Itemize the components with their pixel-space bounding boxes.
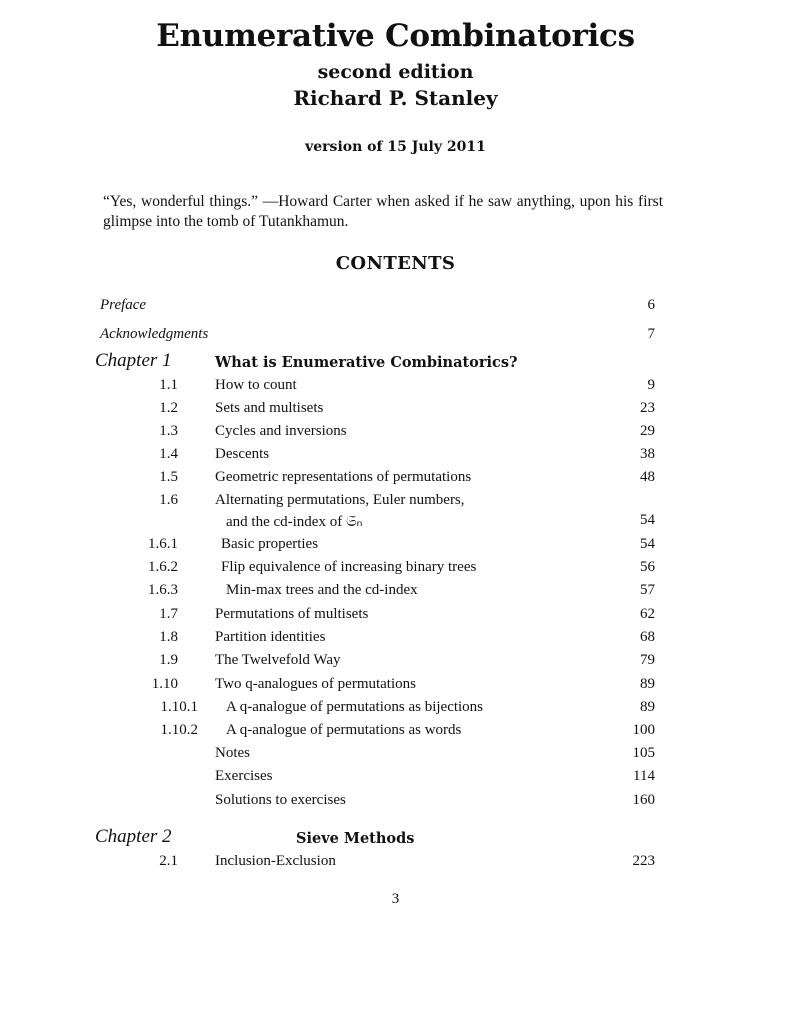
toc-entry-number: 1.1 <box>159 377 178 393</box>
toc-entry-page: 57 <box>640 582 655 598</box>
toc-entry-title: Sets and multisets <box>215 400 324 416</box>
edition-subtitle: second edition <box>317 61 474 83</box>
toc-entry-page: 38 <box>640 446 655 462</box>
chapter-2-label: Chapter 2 <box>95 826 172 847</box>
toc-entry-number: 1.8 <box>159 629 178 645</box>
toc-entry-title: A q-analogue of permutations as bijections <box>226 699 484 715</box>
toc-entry-page: 23 <box>640 400 655 416</box>
toc-entry-title: Min-max trees and the cd-index <box>226 582 418 598</box>
toc-entry-page: 89 <box>640 676 655 692</box>
toc-entry-title: Alternating permutations, Euler numbers, <box>215 492 465 508</box>
toc-entry-page: 160 <box>632 792 655 808</box>
toc-entry-title: The Twelvefold Way <box>215 652 341 668</box>
toc-entry-page: 62 <box>640 606 655 622</box>
toc-entry-title: Geometric representations of permutations <box>215 469 472 485</box>
toc-entry-title: Permutations of multisets <box>215 606 369 622</box>
author-name: Richard P. Stanley <box>293 86 498 110</box>
chapter-1-label: Chapter 1 <box>95 350 172 371</box>
contents-heading: CONTENTS <box>335 253 456 274</box>
toc-preface-page: 6 <box>647 297 655 313</box>
toc-acknowledgments: Acknowledgments <box>100 326 209 342</box>
toc-entry-title: Flip equivalence of increasing binary trees <box>221 559 477 575</box>
toc-entry-number: 1.9 <box>159 652 178 668</box>
toc-entry-number: 1.6 <box>159 492 178 508</box>
toc-entry-title: Cycles and inversions <box>215 423 347 439</box>
toc-entry-page: 114 <box>633 768 655 784</box>
toc-entry-title: Two q-analogues of permutations <box>215 676 416 692</box>
toc-entry-number: 1.10 <box>151 676 178 692</box>
page-number: 3 <box>391 891 400 907</box>
toc-entry-title: Partition identities <box>215 629 326 645</box>
toc-entry-number: 1.3 <box>159 423 178 439</box>
version-line: version of 15 July 2011 <box>305 139 486 155</box>
toc-entry-page: 29 <box>640 423 655 439</box>
toc-entry-page: 54 <box>640 536 655 552</box>
toc-entry-page: 105 <box>632 745 655 761</box>
toc-entry-page: 68 <box>640 629 655 645</box>
toc-entry-number: 1.6.3 <box>148 582 178 598</box>
toc-entry-number: 1.6.2 <box>148 559 178 575</box>
toc-entry-number: 1.10.2 <box>160 722 198 738</box>
toc-entry-page: 9 <box>647 377 655 393</box>
toc-entry-page: 56 <box>640 559 655 575</box>
toc-entry-title: A q-analogue of permutations as words <box>226 722 462 738</box>
book-title: Enumerative Combinatorics <box>156 18 635 54</box>
toc-entry-title: Descents <box>215 446 270 462</box>
toc-entry-title: Solutions to exercises <box>215 792 346 808</box>
toc-entry-title: Basic properties <box>221 536 319 552</box>
toc-entry-number: 1.7 <box>159 606 178 622</box>
toc-entry-title: How to count <box>215 377 297 393</box>
toc-entry-title-continued: and the cd-index of 𝔖ₙ <box>226 514 363 530</box>
toc-entry-title: Notes <box>215 745 250 761</box>
toc-entry-number: 1.5 <box>159 469 178 485</box>
toc-entry-title: Exercises <box>215 768 273 784</box>
toc-entry-page: 79 <box>640 652 655 668</box>
toc-entry-number: 2.1 <box>159 853 178 869</box>
epigraph-quote: “Yes, wonderful things.” —Howard Carter when asked if he saw anything, upon his first glimpse into the tomb of Tutankhamun. <box>103 193 663 230</box>
toc-entry-number: 1.10.1 <box>160 699 198 715</box>
toc-acknowledgments-page: 7 <box>647 326 655 342</box>
chapter-1-title: What is Enumerative Combinatorics? <box>215 354 518 371</box>
toc-entry-page: 223 <box>632 853 655 869</box>
toc-entry-page: 54 <box>640 512 655 528</box>
toc-entry-number: 1.2 <box>159 400 178 416</box>
toc-entry-number: 1.4 <box>159 446 178 462</box>
toc-preface: Preface <box>100 297 147 313</box>
toc-entry-page: 100 <box>632 722 655 738</box>
toc-entry-page: 48 <box>640 469 655 485</box>
toc-entry-title: Inclusion-Exclusion <box>215 853 336 869</box>
toc-entry-page: 89 <box>640 699 655 715</box>
toc-entry-number: 1.6.1 <box>148 536 178 552</box>
chapter-2-title: Sieve Methods <box>296 830 415 847</box>
